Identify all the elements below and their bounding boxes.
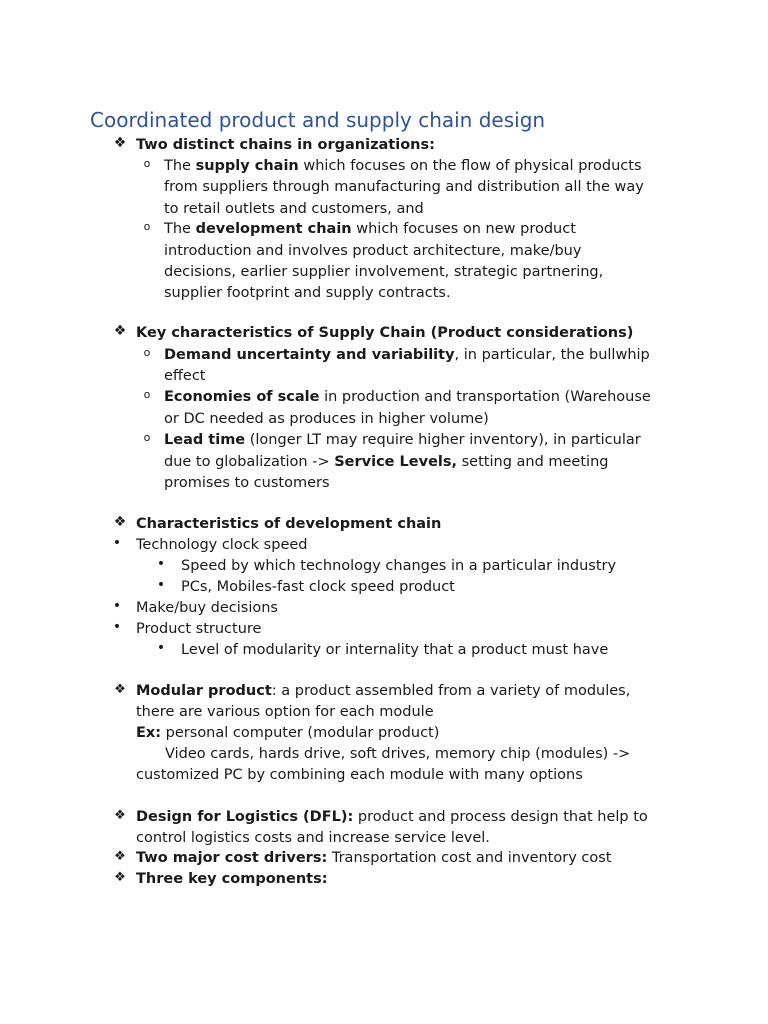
text-line: to retail outlets and customers, and [164, 201, 424, 217]
list-item: Modular product: a product assembled from a variety of modules, [136, 683, 631, 699]
circle-bullet-icon: o [143, 388, 151, 401]
text-line: Video cards, hards drive, soft drives, memory chip (modules) -> [165, 746, 631, 762]
list-item: Product structure [136, 621, 262, 637]
text-line: from suppliers through manufacturing and distribution all the way [164, 179, 644, 195]
list-item: Economies of scale in production and transportation (Warehouse [164, 389, 651, 405]
circle-bullet-icon: o [143, 346, 151, 359]
list-item: The development chain which focuses on new product [164, 221, 576, 237]
list-item: Level of modularity or internality that a product must have [181, 642, 609, 658]
page-title: Coordinated product and supply chain design [90, 108, 546, 132]
diamond-bullet-icon: ❖ [113, 514, 127, 530]
list-item: Three key components: [136, 871, 328, 887]
bullet-icon: • [112, 598, 122, 614]
bullet-icon: • [112, 619, 122, 635]
section-heading: Characteristics of development chain [136, 516, 442, 532]
open-diamond-bullet-icon: ❖ [114, 849, 126, 864]
list-item: Speed by which technology changes in a particular industry [181, 558, 617, 574]
bullet-icon: • [156, 556, 166, 572]
open-diamond-bullet-icon: ❖ [114, 682, 126, 697]
section-heading: Key characteristics of Supply Chain (Product considerations) [136, 325, 634, 341]
text-line: there are various option for each module [136, 704, 434, 720]
section-heading: Two distinct chains in organizations: [136, 137, 435, 153]
text-line: introduction and involves product architecture, make/buy [164, 243, 582, 259]
diamond-bullet-icon: ❖ [113, 135, 127, 151]
diamond-bullet-icon: ❖ [113, 323, 127, 339]
list-item: Two major cost drivers: Transportation cost and inventory cost [136, 850, 612, 866]
list-item: PCs, Mobiles-fast clock speed product [181, 579, 455, 595]
open-diamond-bullet-icon: ❖ [114, 870, 126, 885]
text-line: due to globalization -> Service Levels, setting and meeting [164, 454, 609, 470]
text-line: customized PC by combining each module with many options [136, 767, 583, 783]
text-line: promises to customers [164, 475, 330, 491]
text-line: effect [164, 368, 206, 384]
text-line: decisions, earlier supplier involvement, strategic partnering, [164, 264, 604, 280]
list-item: Technology clock speed [136, 537, 308, 553]
circle-bullet-icon: o [143, 157, 151, 170]
bullet-icon: • [156, 640, 166, 656]
circle-bullet-icon: o [143, 431, 151, 444]
list-item: The supply chain which focuses on the flow of physical products [164, 158, 642, 174]
text-line: supplier footprint and supply contracts. [164, 285, 451, 301]
bullet-icon: • [156, 577, 166, 593]
list-item: Design for Logistics (DFL): product and process design that help to [136, 809, 648, 825]
open-diamond-bullet-icon: ❖ [114, 808, 126, 823]
text-line: Ex: personal computer (modular product) [136, 725, 440, 741]
list-item: Lead time (longer LT may require higher inventory), in particular [164, 432, 641, 448]
list-item: Make/buy decisions [136, 600, 278, 616]
bullet-icon: • [112, 535, 122, 551]
circle-bullet-icon: o [143, 220, 151, 233]
list-item: Demand uncertainty and variability, in particular, the bullwhip [164, 347, 650, 363]
text-line: or DC needed as produces in higher volume) [164, 411, 489, 427]
text-line: control logistics costs and increase service level. [136, 830, 490, 846]
